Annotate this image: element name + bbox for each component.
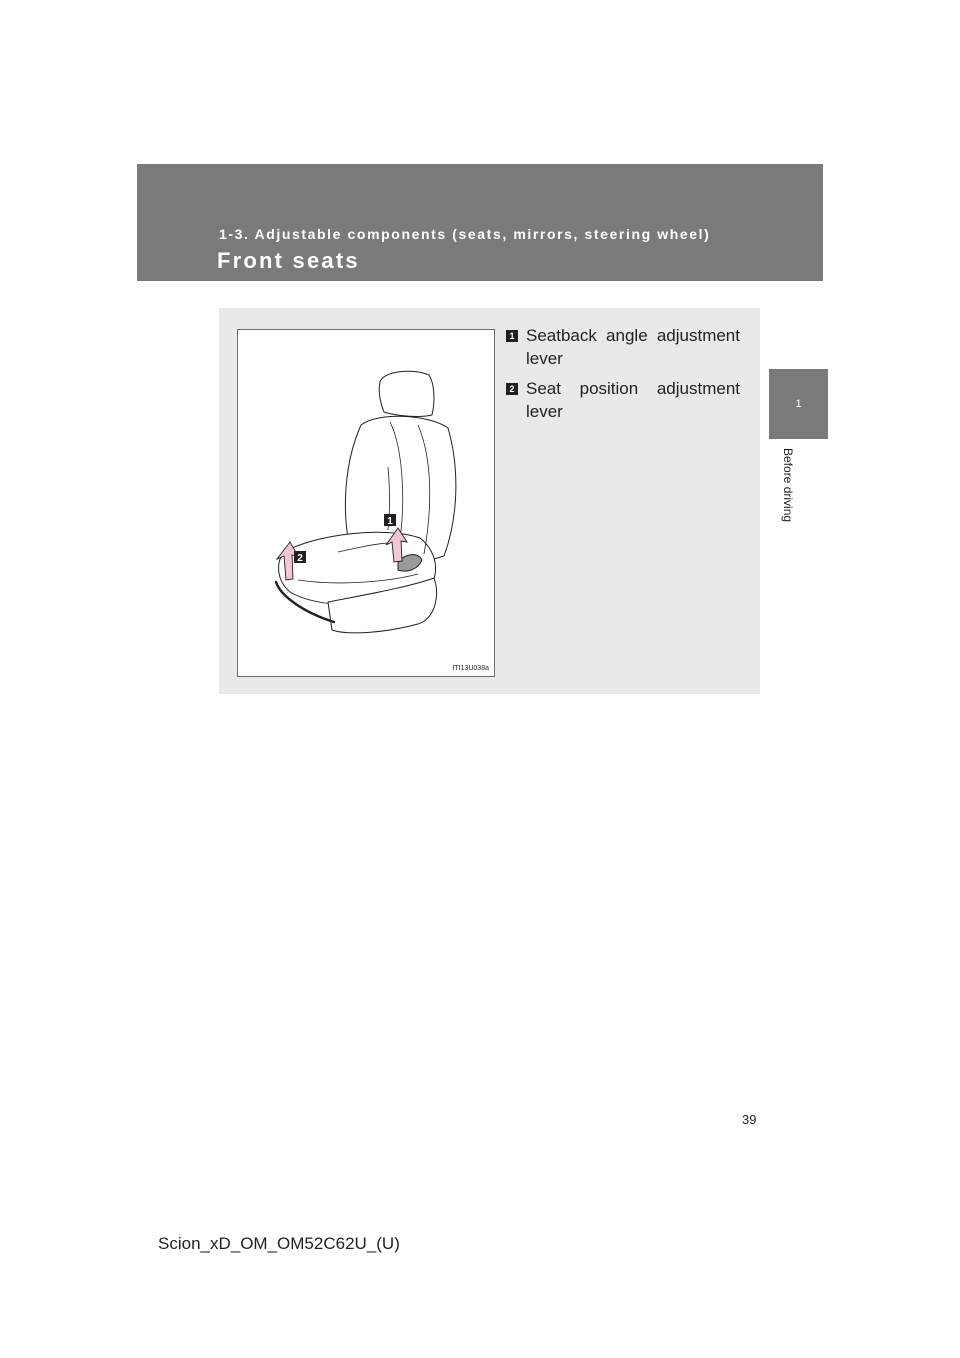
callout-text: Seat position adjustment lever [526,379,740,421]
callout-text: Seatback angle adjustment lever [526,326,740,368]
footer-doc-id: Scion_xD_OM_OM52C62U_(U) [158,1234,400,1253]
seat-figure [237,329,495,677]
callout-number-badge: 2 [506,383,518,395]
section-title: 1-3. Adjustable components (seats, mirrors, steering wheel) [219,226,711,242]
seat-illustration [238,330,494,676]
marker-1-label: 1 [387,516,393,527]
callout-item [506,324,740,370]
figure-code: ITI13U038a [452,665,489,672]
callout-item [506,377,740,423]
headrest-shape [379,371,434,416]
content-box [219,308,760,694]
callout-number-badge: 1 [506,330,518,342]
header-band [137,164,823,281]
chapter-label: Before driving [781,448,795,523]
page-title: Front seats [217,248,360,273]
callout-list [506,324,740,430]
chapter-tab[interactable]: 1 [769,369,828,439]
marker-2-label: 2 [297,553,303,564]
page-number: 39 [742,1112,757,1127]
